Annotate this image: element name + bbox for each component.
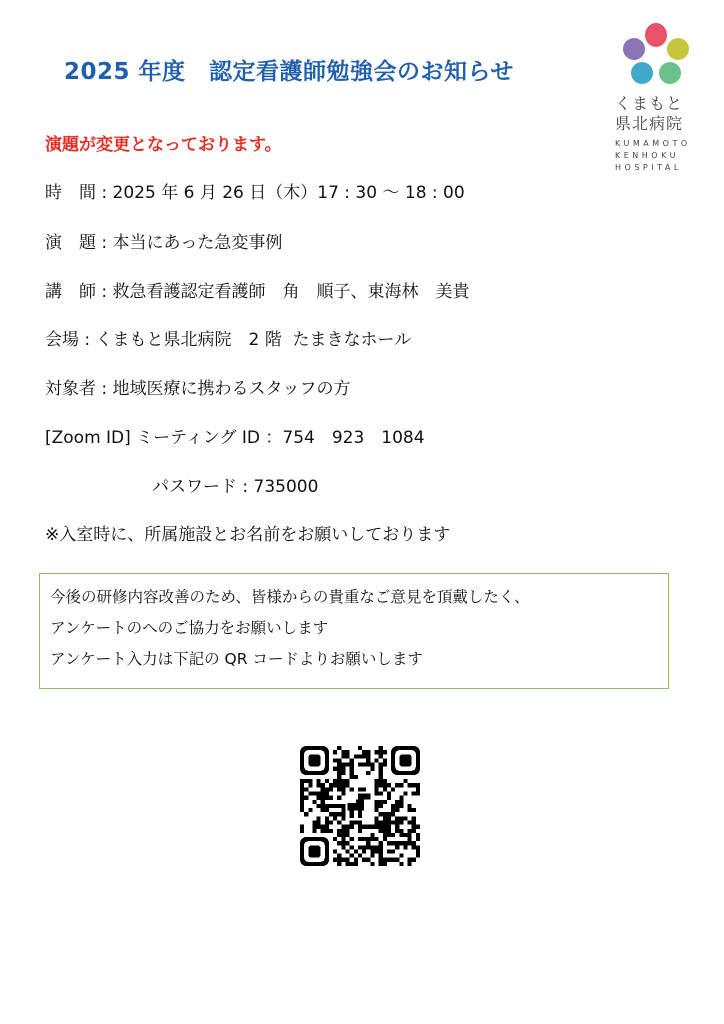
survey-line-3: アンケート入力は下記の QR コードよりお願いします xyxy=(50,650,423,668)
venue-row: 会場 : くまもと県北病院 2 階 たまきなホール xyxy=(45,330,412,350)
survey-line-1: 今後の研修内容改善のため、皆様からの貴重なご意見を頂戴したく、 xyxy=(50,588,530,606)
change-notice: 演題が変更となっております。 xyxy=(45,135,282,155)
zoom-id-row: [Zoom ID] ミーティング ID ：754 923 1084 xyxy=(45,428,425,448)
logo-name-en-1: KUMAMOTO xyxy=(615,139,691,148)
survey-line-2: アンケートのへのご協力をお願いします xyxy=(50,619,329,637)
password-row: パスワード : 735000 xyxy=(152,477,319,497)
request-row: ※入室時に、所属施設とお名前をお願いしております xyxy=(45,525,451,545)
hospital-logo xyxy=(605,22,705,174)
topic-row: 演 題 : 本当にあった急変事例 xyxy=(45,233,283,253)
survey-qr-code[interactable] xyxy=(300,746,420,866)
datetime-row: 時 間 : 2025 年 6 月 26 日（木）17 : 30 〜 18 : 00 xyxy=(45,183,465,203)
lecturer-row: 講 師 : 救急看護認定看護師 角 順子、東海林 美貴 xyxy=(45,282,470,302)
logo-name-en-3: HOSPITAL xyxy=(615,163,682,172)
logo-name-en-2: KENHOKU xyxy=(615,151,679,160)
flower-logo-icon xyxy=(621,22,691,88)
survey-box xyxy=(39,573,669,689)
audience-row: 対象者 : 地域医療に携わるスタッフの方 xyxy=(45,379,351,399)
logo-name-jp-2: 県北病院 xyxy=(615,114,684,133)
logo-name-jp-1: くまもと xyxy=(615,94,684,113)
page-title: 2025 年度 認定看護師勉強会のお知らせ xyxy=(64,59,514,85)
